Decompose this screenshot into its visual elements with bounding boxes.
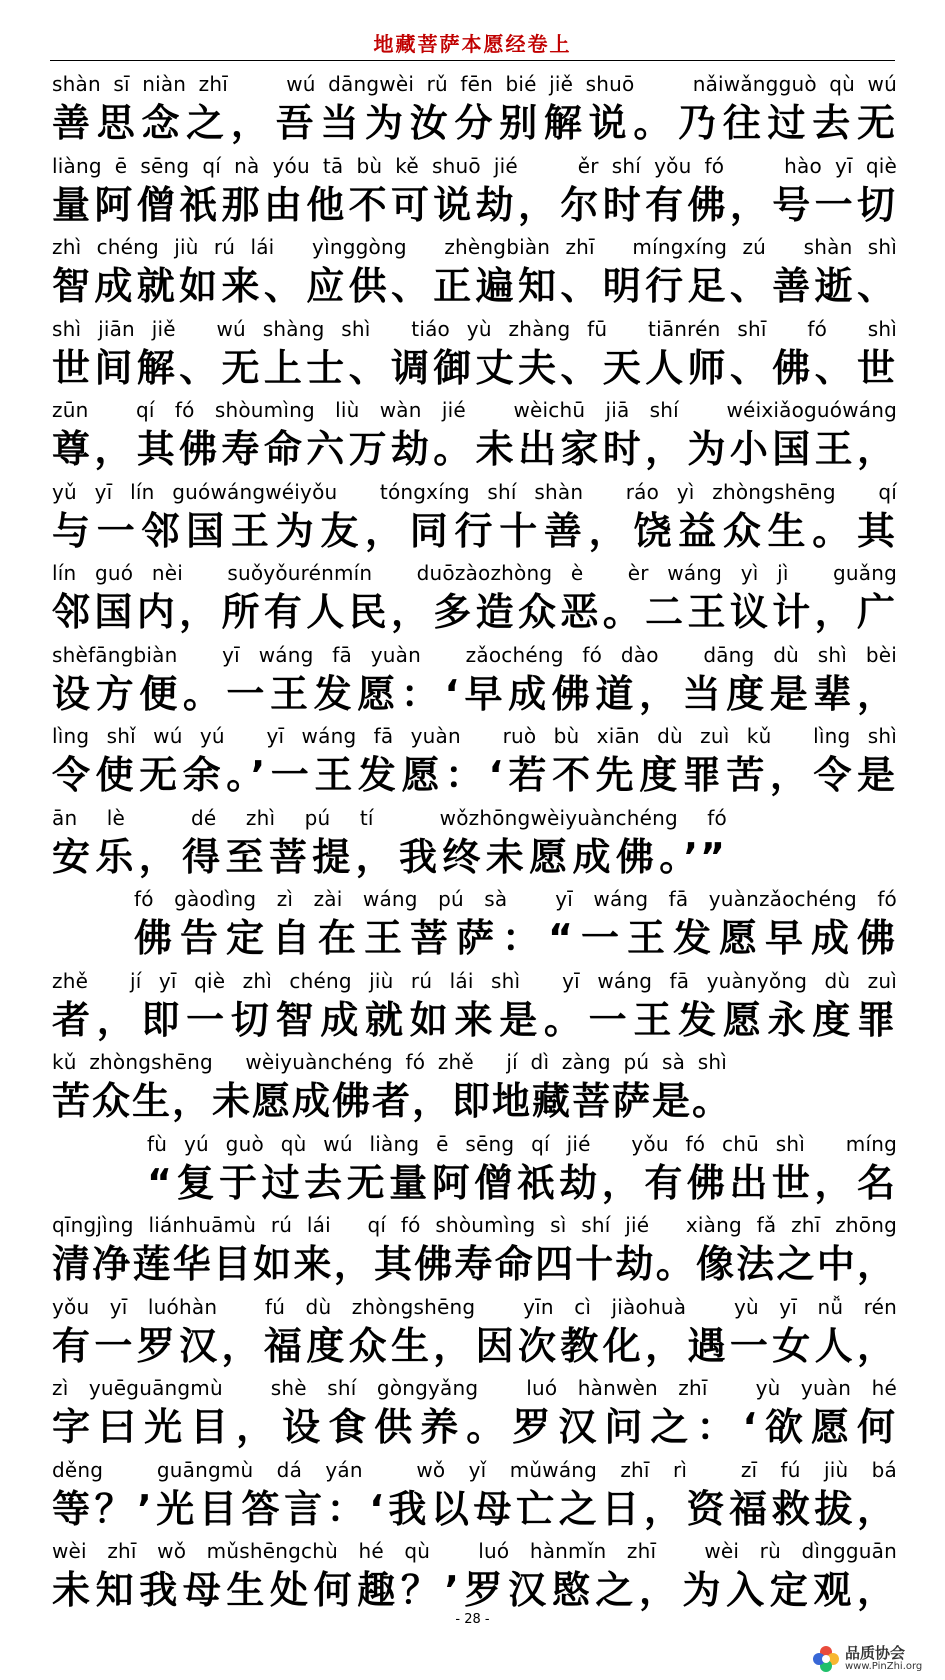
text-line xyxy=(52,1285,897,1367)
pinyin-line: shàn sī niàn zhī wú dāngwèi rǔ fēn bié jiě shuō nǎiwǎngguò qù wú xyxy=(52,72,897,96)
pinyin-line: qīngjìng liánhuāmù rú lái qí fó shòumìng sì shí jié xiàng fǎ zhī zhōng xyxy=(52,1213,897,1237)
hanzi-line: 与一邻国王为友，同行十善，饶益众生。其 xyxy=(52,508,897,553)
pinyin-line: shì jiān jiě wú shàng shì tiáo yù zhàng fū tiānrén shī fó shì xyxy=(52,316,897,341)
hanzi-line: 令使无余。’一王发愿：‘若不先度罪苦，令是 xyxy=(52,753,897,797)
hanzi-line: 智成就如来、应供、正遍知、明行足、善逝、 xyxy=(52,264,897,308)
hanzi-line: 邻国内，所有人民，多造众恶。二王议计，广 xyxy=(52,590,897,634)
header-rule xyxy=(50,60,895,61)
text-line xyxy=(52,470,897,552)
hanzi-line: “复于过去无量阿僧祇劫，有佛出世，名 xyxy=(147,1160,897,1205)
pinyin-line: liàng ē sēng qí nà yóu tā bù kě shuō jié ěr shí yǒu fó hào yī qiè xyxy=(52,153,897,178)
page-number: - 28 - xyxy=(455,1612,490,1627)
text-line xyxy=(52,714,897,796)
pinyin-line: lìng shǐ wú yú yī wáng fā yuàn ruò bù xiān dù zuì kǔ lìng shì xyxy=(52,724,897,748)
text-line xyxy=(52,633,897,715)
text-line xyxy=(52,1040,897,1122)
pinyin-line: zì yuēguāngmù shè shí gòngyǎng luó hànwèn zhī yù yuàn hé xyxy=(52,1376,897,1400)
pinyin-line: ān lè dé zhì pú tí wǒzhōngwèiyuànchéng fó xyxy=(52,805,727,830)
pinyin-line: kǔ zhòngshēng wèiyuànchéng fó zhě jí dì zàng pú sà shì xyxy=(52,1050,727,1074)
pinyin-line: shèfāngbiàn yī wáng fā yuàn zǎochéng fó dào dāng dù shì bèi xyxy=(52,642,897,667)
text-line xyxy=(52,225,897,307)
hanzi-line: 未知我母生处何趣？’罗汉愍之，为入定观， xyxy=(52,1568,897,1612)
hanzi-line: 量阿僧祇那由他不可说劫，尔时有佛，号一切 xyxy=(52,182,897,227)
text-line xyxy=(52,1122,897,1204)
text-line xyxy=(52,307,897,389)
pinyin-line: zhì chéng jiù rú lái yìnggòng zhèngbiàn zhī míngxíng zú shàn shì xyxy=(52,235,897,259)
text-line xyxy=(52,62,897,144)
pinyin-line: fó gàodìng zì zài wáng pú sà yī wáng fā yuànzǎochéng fó xyxy=(134,887,897,911)
text-line xyxy=(52,1448,897,1530)
pinyin-line: zūn qí fó shòumìng liù wàn jié wèichū jiā shí wéixiǎoguówáng xyxy=(52,398,897,422)
page-header-title: 地藏菩萨本愿经卷上 xyxy=(373,32,572,56)
text-line xyxy=(52,1366,897,1448)
hanzi-line: 等？’光目答言：‘我以母亡之日，资福救拔， xyxy=(52,1486,897,1531)
text-line xyxy=(52,877,897,959)
pinyin-line: zhě jí yī qiè zhì chéng jiù rú lái shì yī wáng fā yuànyǒng dù zuì xyxy=(52,968,897,993)
hanzi-line: 佛告定自在王菩萨：“一王发愿早成佛 xyxy=(134,916,897,960)
hanzi-line: 有一罗汉，福度众生，因次教化，遇一女人， xyxy=(52,1323,897,1368)
hanzi-line: 者，即一切智成就如来是。一王发愿永度罪 xyxy=(52,997,897,1042)
flower-logo-icon xyxy=(811,1644,841,1674)
hanzi-line: 字曰光目，设食供养。罗汉问之：‘欲愿何 xyxy=(52,1405,897,1449)
hanzi-line: 世间解、无上士、调御丈夫、天人师、佛、世 xyxy=(52,345,897,390)
text-line xyxy=(52,959,897,1041)
hanzi-line: 清净莲华目如来，其佛寿命四十劫。像法之中， xyxy=(52,1242,897,1286)
hanzi-line: 苦众生，未愿成佛者，即地藏菩萨是。 xyxy=(52,1079,733,1123)
hanzi-line: 善思念之，吾当为汝分别解说。乃往过去无 xyxy=(52,101,897,145)
text-line xyxy=(52,388,897,470)
text-line xyxy=(52,796,897,878)
text-line xyxy=(52,1203,897,1285)
watermark-url: www.PinZhi.org xyxy=(845,1661,923,1672)
pinyin-line: fù yú guò qù wú liàng ē sēng qí jié yǒu fó chū shì míng xyxy=(147,1131,897,1156)
pinyin-line: děng guāngmù dá yán wǒ yǐ mǔwáng zhī rì zī fú jiù bá xyxy=(52,1457,897,1482)
pinyin-line: yǒu yī luóhàn fú dù zhòngshēng yīn cì jiàohuà yù yī nǚ rén xyxy=(52,1294,897,1319)
pinyin-line: wèi zhī wǒ mǔshēngchù hé qù luó hànmǐn zhī wèi rù dìngguān xyxy=(52,1539,897,1563)
hanzi-line: 设方便。一王发愿：‘早成佛道，当度是辈， xyxy=(52,671,897,716)
watermark-title: 品质协会 xyxy=(845,1644,906,1662)
text-line xyxy=(52,1529,897,1611)
hanzi-line: 安乐，得至菩提，我终未愿成佛。’” xyxy=(52,834,727,879)
hanzi-line: 尊，其佛寿命六万劫。未出家时，为小国王， xyxy=(52,427,897,471)
watermark xyxy=(811,1642,931,1676)
pinyin-line: yǔ yī lín guówángwéiyǒu tóngxíng shí shàn ráo yì zhòngshēng qí xyxy=(52,479,897,504)
pinyin-line: lín guó nèi suǒyǒurénmín duōzàozhòng è èr wáng yì jì guǎng xyxy=(52,561,897,585)
text-line xyxy=(52,551,897,633)
text-body xyxy=(52,62,897,1611)
text-line xyxy=(52,144,897,226)
